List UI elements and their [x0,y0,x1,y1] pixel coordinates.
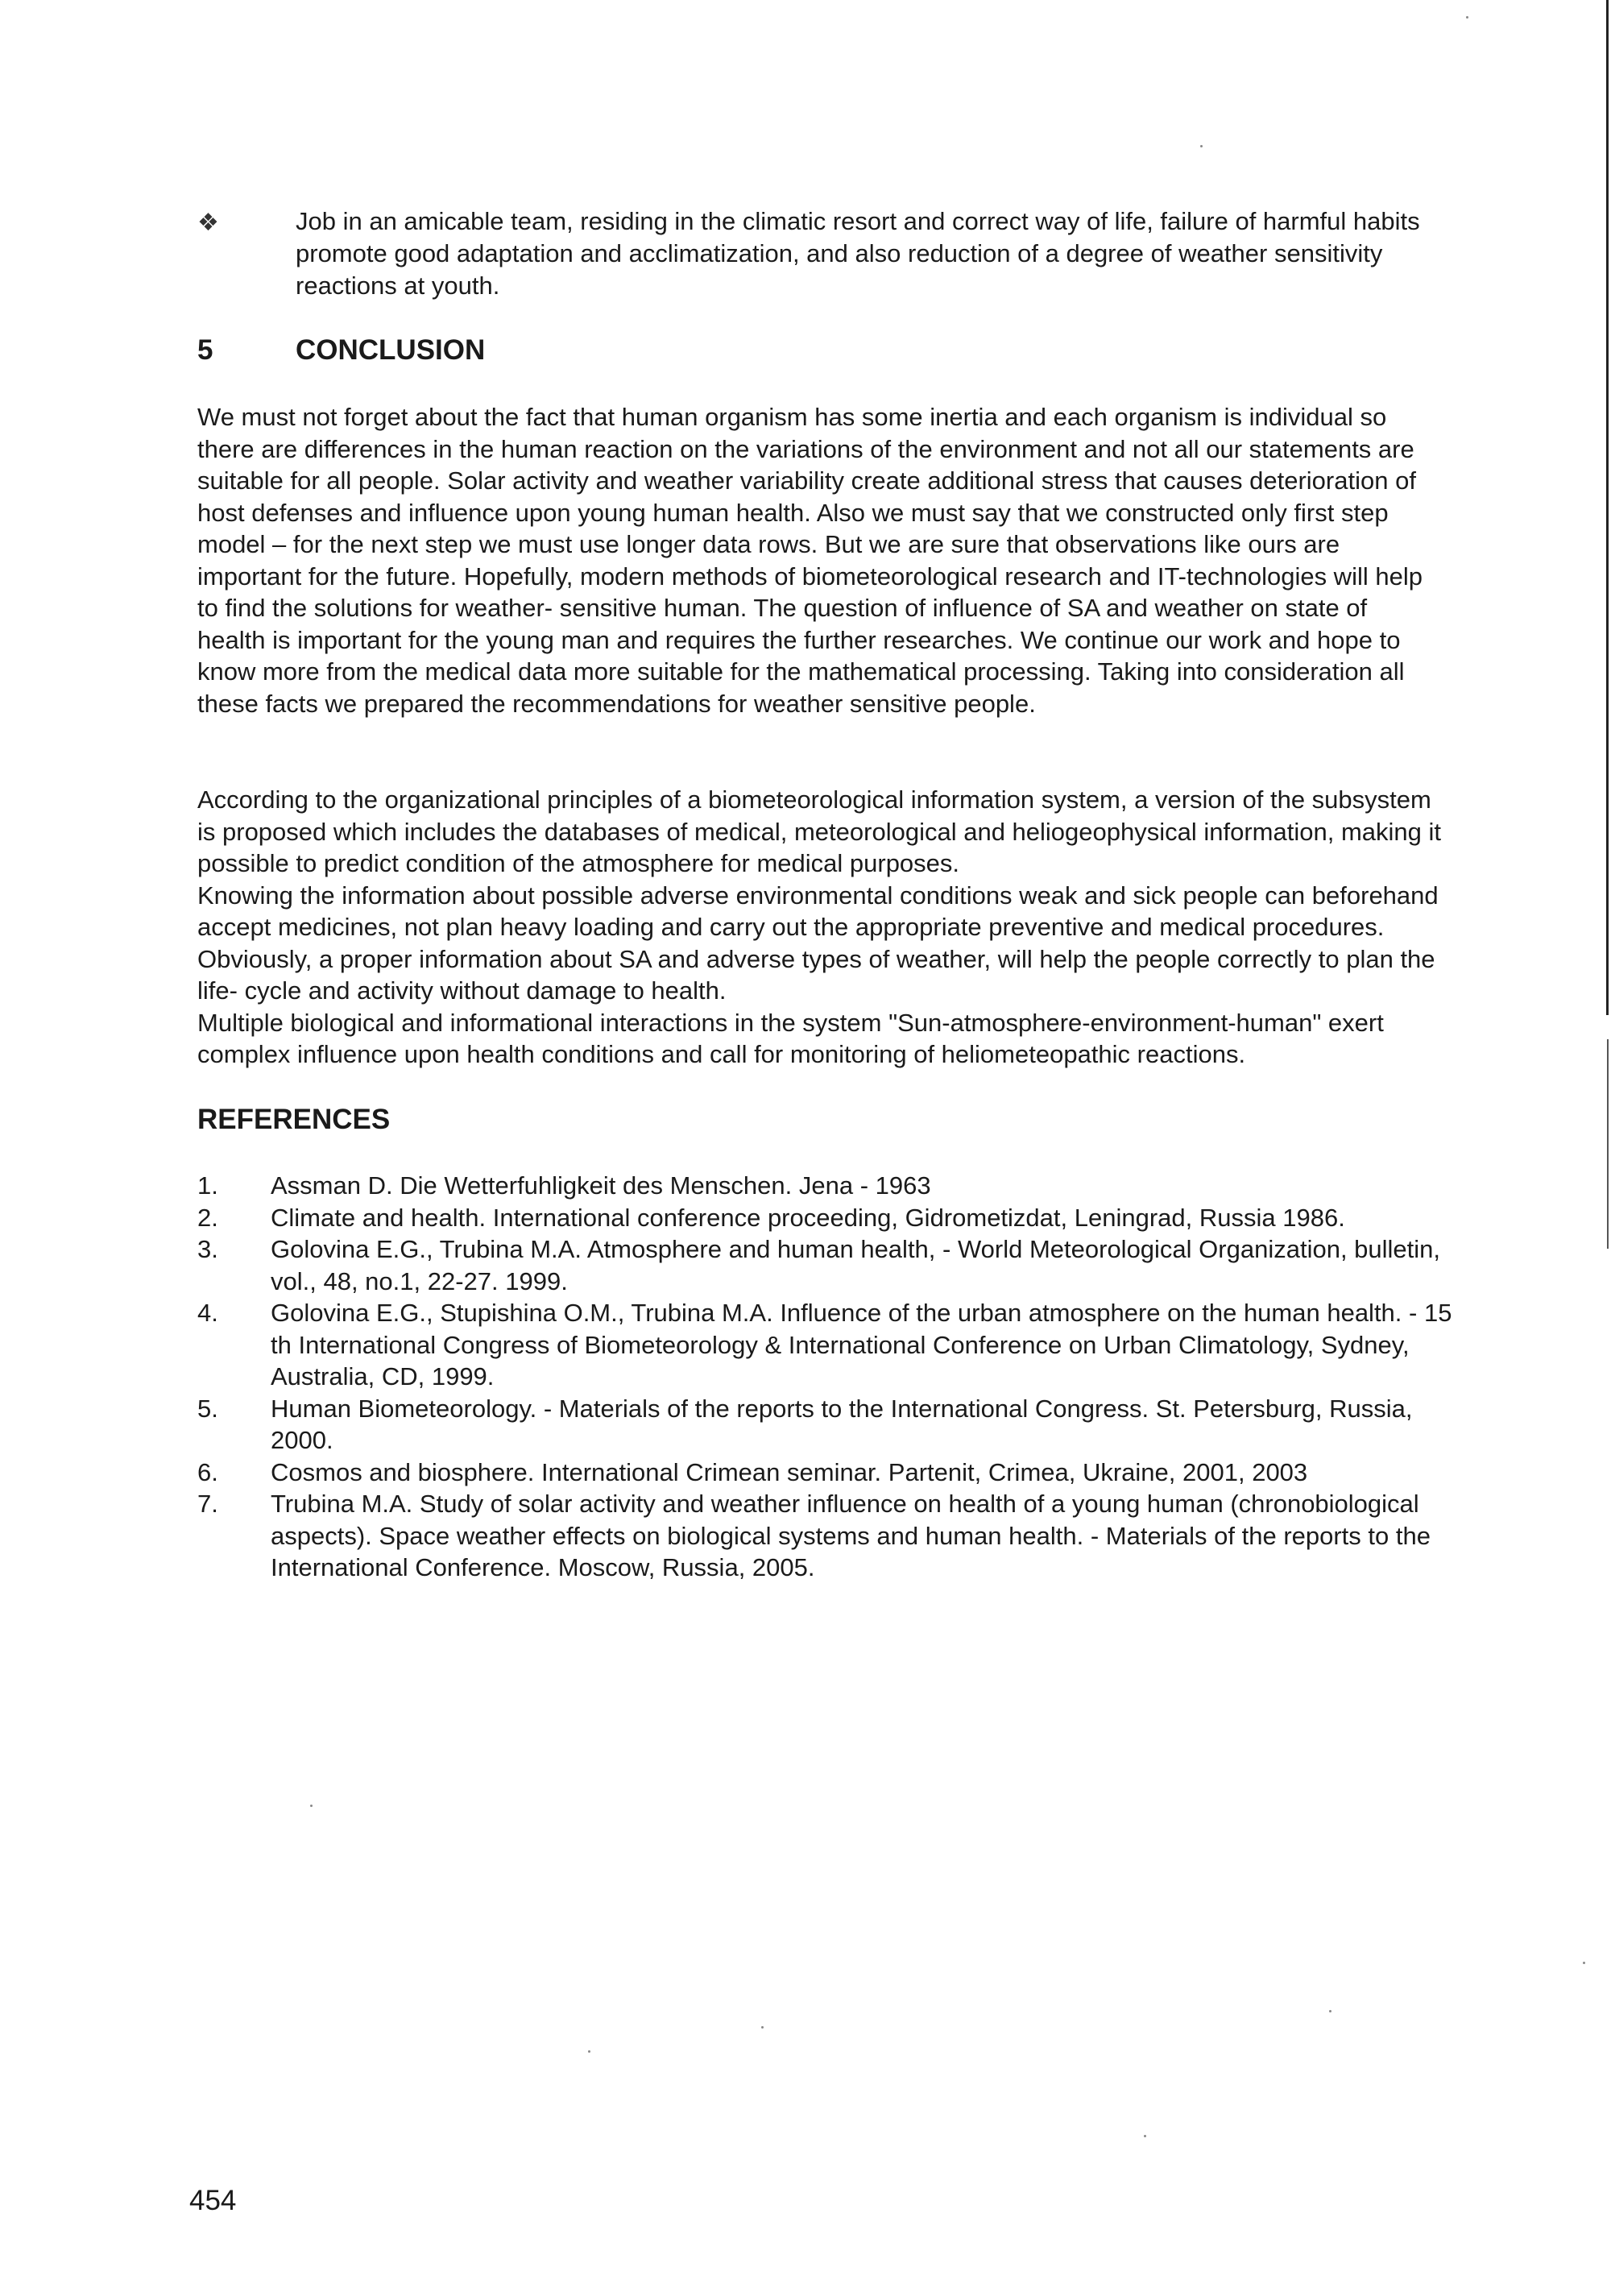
scan-speck [1466,16,1468,19]
scan-speck [1144,2135,1146,2137]
system-paragraph [197,784,1442,1071]
reference-text: Cosmos and biosphere. International Crimean seminar. Partenit, Crimea, Ukraine, 2001, 2003 [271,1457,1308,1486]
reference-number: 2. [197,1203,218,1232]
references-list [197,1170,1454,1584]
reference-text: Assman D. Die Wetterfuhligkeit des Menschen. Jena - 1963 [271,1171,931,1200]
reference-number: 7. [197,1490,218,1518]
reference-number: 4. [197,1299,218,1327]
reference-text: Climate and health. International conference proceeding, Gidrometizdat, Leningrad, Russia 1986. [271,1203,1345,1232]
reference-item [197,1170,1454,1202]
section-heading [197,334,485,367]
diamond-dots-bullet-icon: ❖ [197,209,219,236]
reference-number: 5. [197,1394,218,1423]
reference-number: 3. [197,1235,218,1263]
reference-text: Trubina M.A. Study of solar activity and weather influence on health of a young human (chronobiological aspects). Space weather effects on biological systems and human health. - Materials of the reports to the International Conference. Moscow, Russia, 2005. [271,1490,1431,1581]
system-paragraph-part: According to the organizational principles of a biometeorological information system, a version of the subsystem is proposed which includes the databases of medical, meteorological and heliogeophysical information, making it possible to predict condition of the atmosphere for medical purposes. [197,785,1441,877]
page-number: 454 [189,2185,237,2216]
scan-speck [1329,2010,1331,2012]
reference-number: 6. [197,1457,218,1486]
bullet-text: Job in an amicable team, residing in the climatic resort and correct way of life, failure of harmful habits promote good adaptation and acclimatization, and also reduction of a degree of weather sensitivity reactions at youth. [296,207,1420,300]
system-paragraph-part: Multiple biological and informational interactions in the system "Sun-atmosphere-environment-human" exert complex influence upon health conditions and call for monitoring of heliometeopathic reactions. [197,1008,1384,1068]
scan-speck [1200,145,1203,147]
section-number: 5 [197,334,213,366]
section-title: CONCLUSION [296,334,486,366]
scan-speck [310,1805,313,1807]
scan-speck [1583,1962,1585,1964]
reference-item [197,1202,1454,1234]
scan-speck [761,2026,764,2029]
reference-text: Golovina E.G., Stupishina O.M., Trubina M.A. Influence of the urban atmosphere on the human health. - 15 th International Congress of Biometeorology & International Conference on Urban Climatology, Sydney, Australia, CD, 1999. [271,1299,1452,1390]
reference-text: Golovina E.G., Trubina M.A. Atmosphere and human health, - World Meteorological Organization, bulletin, vol., 48, no.1, 22-27. 1999. [271,1235,1441,1295]
conclusion-paragraph: We must not forget about the fact that human organism has some inertia and each organism is individual so there are differences in the human reaction on the variations of the environment and not all our statements are suitable for all people. Solar activity and weather variability create additional stress that causes deterioration of host defenses and influence upon young human health. Also we must say that we constructed only first step model – for the next step we must use longer data rows. But we are sure that observations like ours are important for the future. Hopefully, modern methods of biometeorological research and IT-technologies will help to find the solutions for weather- sensitive human. The question of influence of SA and weather on state of health is important for the young man and requires the further researches. We continue our work and hope to know more from the medical data more suitable for the mathematical processing. Taking into consideration all these facts we prepared the recommendations for weather sensitive people. [197,403,1423,718]
reference-item [197,1393,1454,1457]
scan-speck [588,2050,590,2053]
reference-item [197,1488,1454,1584]
reference-item [197,1457,1454,1489]
scan-edge-line [1606,0,1609,1015]
system-paragraph-part: Knowing the information about possible adverse environmental conditions weak and sick people can beforehand accept medicines, not plan heavy loading and carry out the appropriate preventive and medical procedures. Obviously, a proper information about SA and adverse types of weather, will help the people correctly to plan the life- cycle and activity without damage to health. [197,881,1439,1005]
reference-number: 1. [197,1171,218,1200]
reference-text: Human Biometeorology. - Materials of the reports to the International Congress. St. Petersburg, Russia, 2000. [271,1394,1413,1454]
references-heading: REFERENCES [197,1104,391,1135]
reference-item [197,1233,1454,1297]
reference-item [197,1297,1454,1393]
scan-edge-line [1607,1039,1609,1249]
